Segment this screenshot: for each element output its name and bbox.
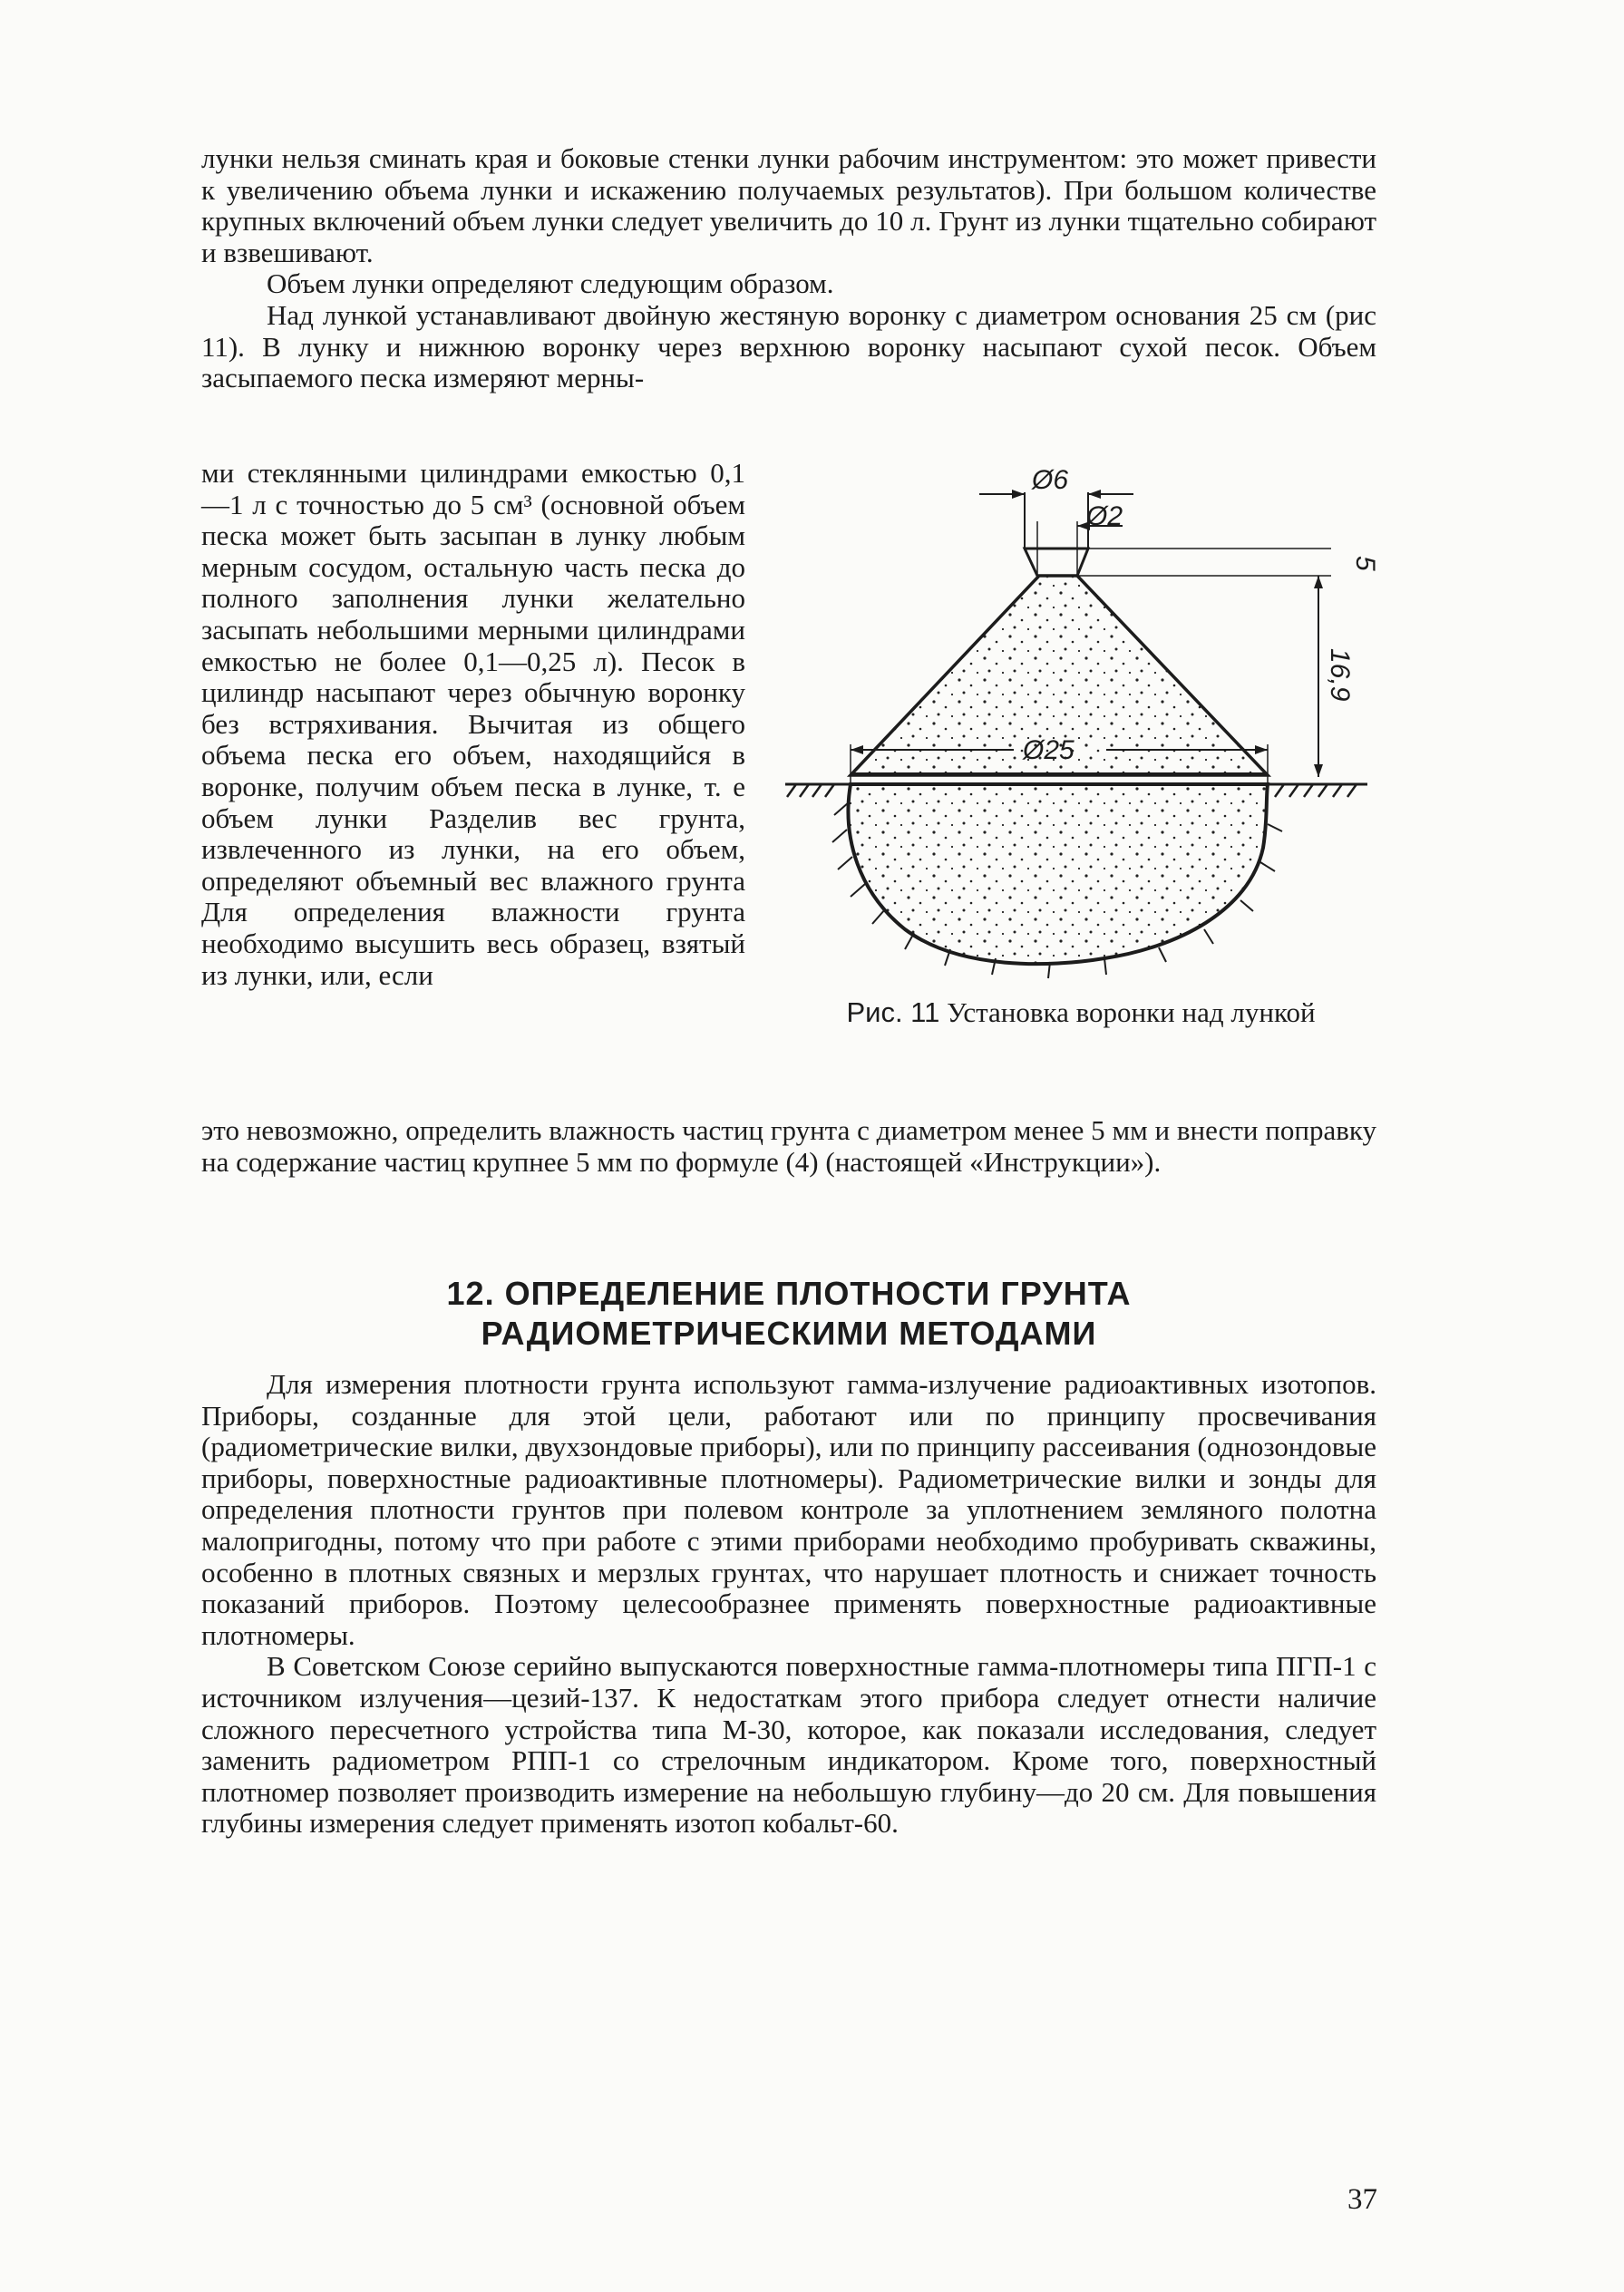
figure-caption [782, 997, 1380, 1028]
section-heading [201, 1274, 1376, 1354]
paragraph-volume-intro: Объем лунки определяют следующим образом. [267, 267, 834, 300]
funnel-diagram [778, 458, 1380, 1002]
label-height-16-9: 16,9 [1325, 648, 1355, 702]
upper-funnel [1025, 549, 1088, 576]
label-diameter-2: Ø2 [1086, 501, 1123, 531]
section-body [201, 1369, 1376, 1840]
label-height-5: 5 [1350, 556, 1380, 571]
paragraph-soviet-devices: В Советском Союзе серийно выпускаются поверхностные гамма-плотномеры типа ПГП-1 с источником излучения—цезий-137. К недостаткам этого прибора следует отнести наличие сложного пересчетного устройства типа М-30, которое, как показали исследования, следует заменить радиометром РПП-1 со стрелочным индикатором. Кроме того, поверхностный плотномер позволяет производить измерение на небольшую глубину—до 20 см. Для повышения глубины измерения следует применять изотоп кобальт-60. [201, 1650, 1376, 1840]
label-diameter-25: Ø25 [1023, 735, 1075, 765]
heading-line-2: РАДИОМЕТРИЧЕСКИМИ МЕТОДАМИ [481, 1315, 1097, 1352]
heading-line-1: 12. ОПРЕДЕЛЕНИЕ ПЛОТНОСТИ ГРУНТА [446, 1275, 1132, 1312]
paragraph-radiometric-intro: Для измерения плотности грунта используют гамма-излучение радиоактивных изотопов. Приборы, созданные для этой цели, работают или по принципу просвечивания (радиометрические вилки, двухзондовые приборы), или по принципу рассеивания (однозондовые приборы, поверхностные радиоактивные плотномеры). Радиометрические вилки и зонды для определения плотности грунтов при полевом контроле за уплотнением земляного полотна малопригодны, потому что при работе с этими приборами необходимо пробуривать скважины, особенно в плотных связных и мерзлых грунтах, что нарушает плотность и снижает точность показаний приборов. Поэтому целесообразнее применять поверхностные радиоактивные плотномеры. [201, 1368, 1376, 1651]
wrapped-text-block [201, 458, 745, 991]
paragraph-funnel-setup: Над лункой устанавливают двойную жестяную воронку с диаметром основания 25 см (рис 11). В лунку и нижнюю воронку через верхнюю воронку насыпают сухой песок. Объем засыпаемого песка измеряют мерны- [201, 298, 1376, 394]
top-text-block [201, 143, 1376, 394]
paragraph-wrapped: ми стеклянными цилиндрами емкостью 0,1—1 л с точностью до 5 см³ (основной объем песка может быть засыпан в лунку любым мерным сосудом, остальную часть песка до полного заполнения лунки желательно засыпать небольшими мерными цилиндрами емкостью не более 0,1—0,25 л). Песок в цилиндр насыпают через обычную воронку без встряхивания. Вычитая из общего объема песка его объем, находящийся в воронке, получим объем песка в лунке, т. е объем лунки Разделив вес грунта, извлеченного из лунки, на его объем, определяют объемный вес влажного грунта Для определения влажности грунта необходимо высушить весь образец, взятый из лунки, или, если [201, 457, 745, 991]
paragraph-continued: лунки нельзя сминать края и боковые стенки лунки рабочим инструментом: это может привести к увеличению объема лунки и искажению получаемых результатов). При большом количестве крупных включений объем лунки следует увеличить до 10 л. Грунт из лунки тщательно собирают и взвешивают. [201, 142, 1376, 268]
page-number: 37 [1347, 2183, 1377, 2216]
label-diameter-6: Ø6 [1032, 465, 1069, 495]
caption-lead: Рис. 11 [846, 996, 940, 1028]
text-after-figure [201, 1115, 1376, 1178]
caption-text: Установка воронки над лункой [947, 996, 1316, 1028]
paragraph-after-figure: это невозможно, определить влажность частиц грунта с диаметром менее 5 мм и внести поправку на содержание частиц крупнее 5 мм по формуле (4) (настоящей «Инструкции»). [201, 1114, 1376, 1178]
